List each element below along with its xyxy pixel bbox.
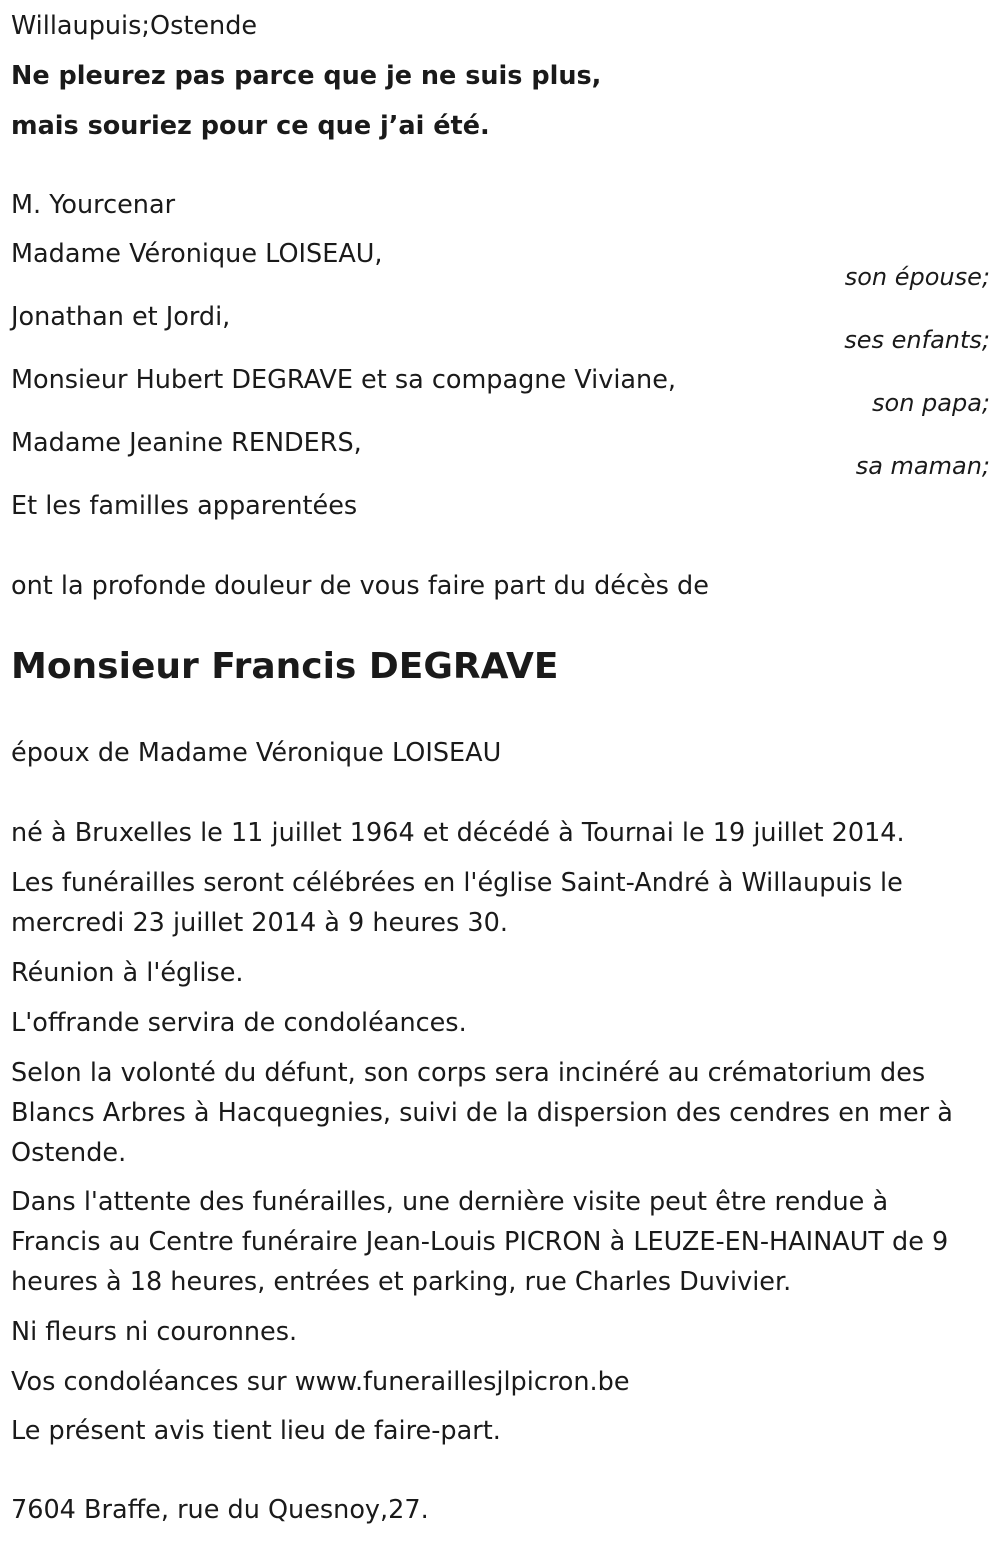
family-member-name: Jonathan et Jordi, <box>11 302 231 332</box>
family-member-name: Monsieur Hubert DEGRAVE et sa compagne Viviane, <box>11 365 676 395</box>
visit-line-3: heures à 18 heures, entrées et parking, rue Charles Duvivier. <box>11 1267 792 1297</box>
spouse-line: époux de Madame Véronique LOISEAU <box>11 738 502 768</box>
quote-line-1: Ne pleurez pas parce que je ne suis plus, <box>11 61 602 91</box>
announcement: ont la profonde douleur de vous faire part du décès de <box>11 571 709 601</box>
offering-line: L'offrande servira de condoléances. <box>11 1008 467 1038</box>
visit-line-2: Francis au Centre funéraire Jean-Louis PICRON à LEUZE-EN-HAINAUT de 9 <box>11 1227 949 1257</box>
location-header: Willaupuis;Ostende <box>11 11 258 41</box>
quote-line-2: mais souriez pour ce que j’ai été. <box>11 111 490 141</box>
family-member-name: Madame Jeanine RENDERS, <box>11 428 362 458</box>
cremation-line-3: Ostende. <box>11 1138 127 1168</box>
birth-death-line: né à Bruxelles le 11 juillet 1964 et décédé à Tournai le 19 juillet 2014. <box>11 818 905 848</box>
family-closing: Et les familles apparentées <box>11 491 358 521</box>
cremation-line-1: Selon la volonté du défunt, son corps sera incinéré au crématorium des <box>11 1058 926 1088</box>
family-intro-name: M. Yourcenar <box>11 190 176 220</box>
family-member-role: ses enfants; <box>844 326 990 354</box>
family-member-role: son épouse; <box>844 263 990 291</box>
family-member-role: son papa; <box>872 389 990 417</box>
flowers-line: Ni fleurs ni couronnes. <box>11 1317 298 1347</box>
funeral-line-2: mercredi 23 juillet 2014 à 9 heures 30. <box>11 908 508 938</box>
cremation-line-2: Blancs Arbres à Hacquegnies, suivi de la dispersion des cendres en mer à <box>11 1098 953 1128</box>
visit-line-1: Dans l'attente des funérailles, une dernière visite peut être rendue à <box>11 1187 889 1217</box>
meeting-line: Réunion à l'église. <box>11 958 244 988</box>
family-member-name: Madame Véronique LOISEAU, <box>11 239 383 269</box>
address-line: 7604 Braffe, rue du Quesnoy,27. <box>11 1495 429 1525</box>
funeral-line-1: Les funérailles seront célébrées en l'église Saint-André à Willaupuis le <box>11 868 903 898</box>
family-member-role: sa maman; <box>855 452 990 480</box>
notice-line: Le présent avis tient lieu de faire-part. <box>11 1416 501 1446</box>
condolences-line: Vos condoléances sur www.funeraillesjlpicron.be <box>11 1367 630 1397</box>
deceased-name: Monsieur Francis DEGRAVE <box>11 646 559 687</box>
